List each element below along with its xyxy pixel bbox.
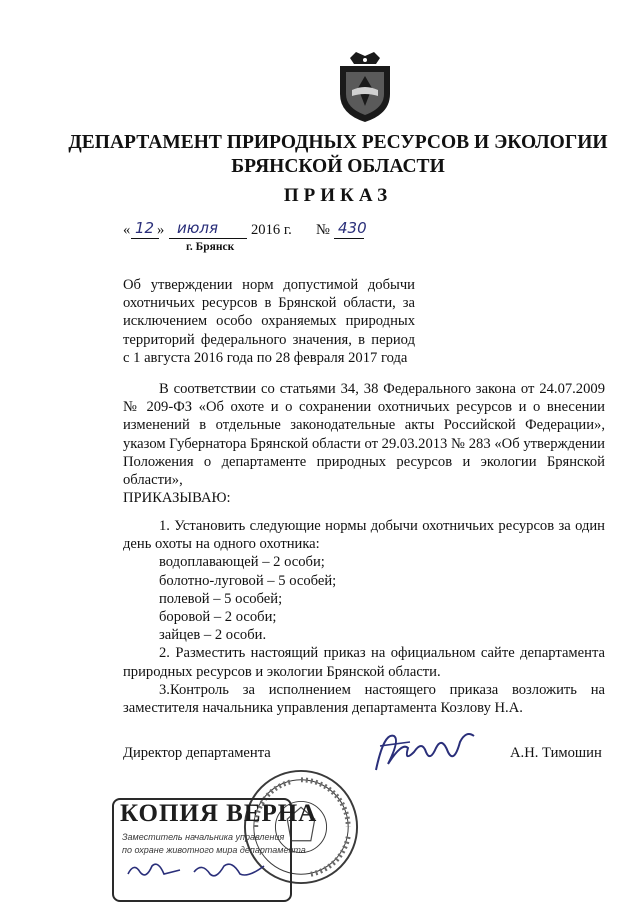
preamble-line: В соответствии со статьями 34, 38 Федерального закона от 24.07.2009 xyxy=(159,381,605,397)
department-title-line1: ДЕПАРТАМЕНТ ПРИРОДНЫХ РЕСУРСОВ И ЭКОЛОГИИ xyxy=(68,132,608,153)
signatory-position: Директор департамента xyxy=(123,745,271,761)
order-city: г. Брянск xyxy=(186,241,235,253)
signatory-name: А.Н. Тимошин xyxy=(510,745,602,761)
norm-item: зайцев – 2 особи. xyxy=(159,627,267,644)
number-underline xyxy=(334,238,364,239)
subject-line: охотничьих ресурсов в Брянской области, за xyxy=(123,295,415,312)
item1-line: день охоты на одного охотника: xyxy=(123,536,320,553)
preamble-line: № 209-ФЗ «Об охоте и о сохранении охотничьих ресурсов и о внесении xyxy=(123,399,605,416)
preamble-line: области», xyxy=(123,472,183,489)
month-underline xyxy=(169,238,247,239)
preamble-line: Положения о департаменте природных ресурсов и экологии Брянской xyxy=(123,453,605,470)
item1-line: 1. Установить следующие нормы добычи охотничьих ресурсов за один xyxy=(159,518,605,534)
item3-line: 3.Контроль за исполнением настоящего приказа возложить на xyxy=(159,681,605,698)
date-day: 12 xyxy=(135,219,155,237)
number-label: № xyxy=(316,222,330,238)
norm-item: болотно-луговой – 5 особей; xyxy=(159,572,337,589)
handwritten-signature xyxy=(370,722,480,782)
stamp-signature xyxy=(124,858,274,882)
date-open-quote: « xyxy=(123,222,131,238)
norm-item: полевой – 5 особей; xyxy=(159,590,283,607)
item2-line: 2. Разместить настоящий приказ на официальном сайте департамента xyxy=(159,645,605,662)
number-value: 430 xyxy=(338,219,367,237)
order-date xyxy=(123,219,293,241)
document-type-heading: ПРИКАЗ xyxy=(283,185,393,206)
subject-line: Об утверждении норм допустимой добычи xyxy=(123,277,415,293)
date-month: июля xyxy=(177,219,218,237)
date-close-quote: » xyxy=(157,222,165,238)
copy-stamp-line: Заместитель начальника управления xyxy=(122,832,285,842)
order-subject xyxy=(123,276,415,367)
copy-stamp-title: КОПИЯ ВЕРНА xyxy=(120,800,318,827)
order-number xyxy=(316,219,386,241)
subject-line: территорий федерального значения, в период xyxy=(123,331,415,348)
subject-line: с 1 августа 2016 года по 28 февраля 2017 года xyxy=(123,349,408,366)
preamble-line: изменений в отдельные законодательные акты Российской Федерации», xyxy=(123,417,605,434)
order-items xyxy=(123,517,605,717)
order-word: ПРИКАЗЫВАЮ: xyxy=(123,490,231,507)
department-title-line2: БРЯНСКОЙ ОБЛАСТИ xyxy=(231,156,445,177)
copy-stamp-line: по охране животного мира департамента xyxy=(122,845,306,855)
norm-item: боровой – 2 особи; xyxy=(159,609,277,626)
date-underline xyxy=(131,238,159,239)
coat-of-arms-icon xyxy=(330,48,400,124)
preamble xyxy=(123,380,605,507)
date-year: 2016 г. xyxy=(251,222,292,238)
item2-line: природных ресурсов и экологии Брянской области. xyxy=(123,663,441,680)
item3-line: заместителя начальника управления департамента Козлову Н.А. xyxy=(123,700,523,717)
preamble-line: указом Губернатора Брянской области от 29.03.2013 № 283 «Об утверждении xyxy=(123,435,605,452)
norm-item: водоплавающей – 2 особи; xyxy=(159,554,325,571)
subject-line: исключением особо охраняемых природных xyxy=(123,313,415,330)
